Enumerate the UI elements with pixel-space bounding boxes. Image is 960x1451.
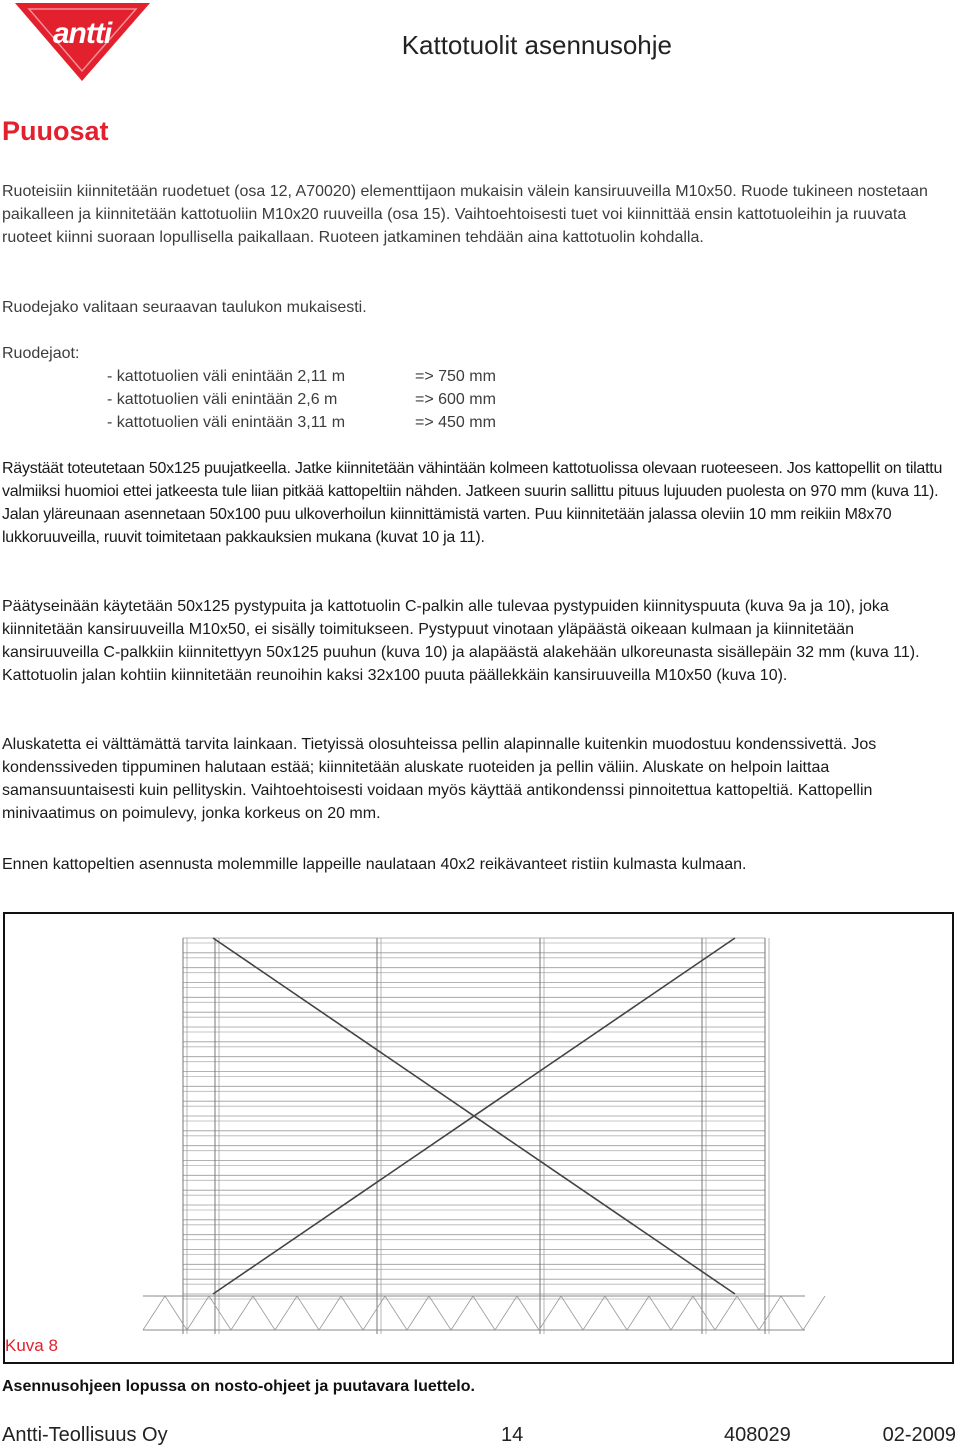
figure-caption: Kuva 8 [5, 1336, 58, 1355]
footer-company: Antti-Teollisuus Oy [2, 1424, 168, 1446]
roof-truss-figure [3, 912, 954, 1364]
spacing-value: => 450 mm [415, 414, 496, 431]
paragraph-batten-spacing-label: Ruodejaot: [2, 345, 80, 362]
svg-text:antti: antti [52, 17, 112, 50]
paragraph-underlay: Aluskatetta ei välttämättä tarvita lainkaan. Tietyissä olosuhteissa pellin alapinnalle kuitenkin muodostuu kondenssivettä. Jos kondenssiveden tippuminen halutaan estää; kiinnitetään aluskate ruoteiden ja pellin väliin. Aluskate on helpoin laittaa samansuuntaisesti kuin pellityskin. Vaihtoehtoisesti voidaan myös käyttää antikondenssi pinnoitettua kattopeltiä. Kattopellin minivaatimus on poimulevy, jonka korkeus on 20 mm. [2, 736, 877, 822]
antti-logo [15, 3, 150, 81]
document-title: Kattotuolit asennusohje [401, 30, 672, 60]
paragraph-cross-bracing: Ennen kattopeltien asennusta molemmille lappeille naulataan 40x2 reikävanteet ristiin kulmasta kulmaan. [2, 856, 747, 873]
paragraph-batten-supports: Ruoteisiin kiinnitetään ruodetuet (osa 12, A70020) elementtijaon mukaisin välein kansiruuveilla M10x50. Ruode tukineen nostetaan paikalleen ja kiinnitetään kattotuoliin M10x20 ruuveilla (osa 15). Vaihtoehtoisesti tuet voi kiinnittää ensin kattotuoleihin ja ruuvata ruoteet kiinni suoraan lopullisella paikallaan. Ruoteen jatkaminen tehdään aina kattotuolin kohdalla. [2, 183, 928, 246]
spacing-condition: - kattotuolien väli enintään 2,11 m [107, 368, 346, 385]
footer-doc-number: 408029 [724, 1424, 791, 1446]
footer-date: 02-2009 [882, 1424, 956, 1446]
spacing-condition: - kattotuolien väli enintään 3,11 m [107, 414, 346, 431]
batten-spacing-table [107, 365, 496, 434]
spacing-value: => 600 mm [415, 391, 496, 408]
spacing-row [107, 388, 496, 411]
spacing-row [107, 411, 496, 434]
paragraph-eaves: Räystäät toteutetaan 50x125 puujatkeella. Jatke kiinnitetään vähintään kolmeen kattotuolissa olevaan ruoteeseen. Jos kattopellit on tilattu valmiiksi huomioi ettei jatkeesta tule liian pitkää kattopeltiin nähden. Jatkeen suurin sallittu pituus lujuuden puolesta on 970 mm (kuva 11). Jalan yläreunaan asennetaan 50x100 puu ulkoverhoilun kiinnittämistä varten. Puu kiinnitetään jalassa oleviin 10 mm reikiin M8x70 lukkoruuveilla, ruuvit toimitetaan pakkauksien mukana (kuvat 10 ja 11). [2, 460, 943, 546]
roof-truss-bracing-drawing-icon [5, 914, 952, 1362]
paragraph-batten-table-intro: Ruodejako valitaan seuraavan taulukon mukaisesti. [2, 299, 367, 316]
spacing-row [107, 365, 496, 388]
page-footer [2, 1424, 956, 1450]
footer-page-number: 14 [501, 1424, 524, 1446]
logo-shield-icon [15, 3, 150, 81]
spacing-condition: - kattotuolien väli enintään 2,6 m [107, 391, 338, 408]
paragraph-gable-wall: Päätyseinään käytetään 50x125 pystypuita ja kattotuolin C-palkin alle tulevaa pystypuiden kiinnityspuuta (kuva 9a ja 10), joka kiinnitetään kansiruuveilla M10x50, ei sisälly toimitukseen. Pystypuut vinotaan yläpäästä oikeaan kulmaan ja kiinnitetään kansiruuveilla C-palkkiin kiinnitettyyn 50x125 puuhun (kuva 10) ja alapäästä alakehään ulkoreunasta sisällepäin 32 mm (kuva 11). Kattotuolin jalan kohtiin kiinnitetään reunoihin kaksi 32x100 puuta päällekkäin kansiruuveilla M10x50 (kuva 10). [2, 598, 920, 684]
spacing-value: => 750 mm [415, 368, 496, 385]
section-heading: Puuosat [2, 116, 109, 146]
closing-note: Asennusohjeen lopussa on nosto-ohjeet ja puutavara luettelo. [2, 1378, 475, 1395]
